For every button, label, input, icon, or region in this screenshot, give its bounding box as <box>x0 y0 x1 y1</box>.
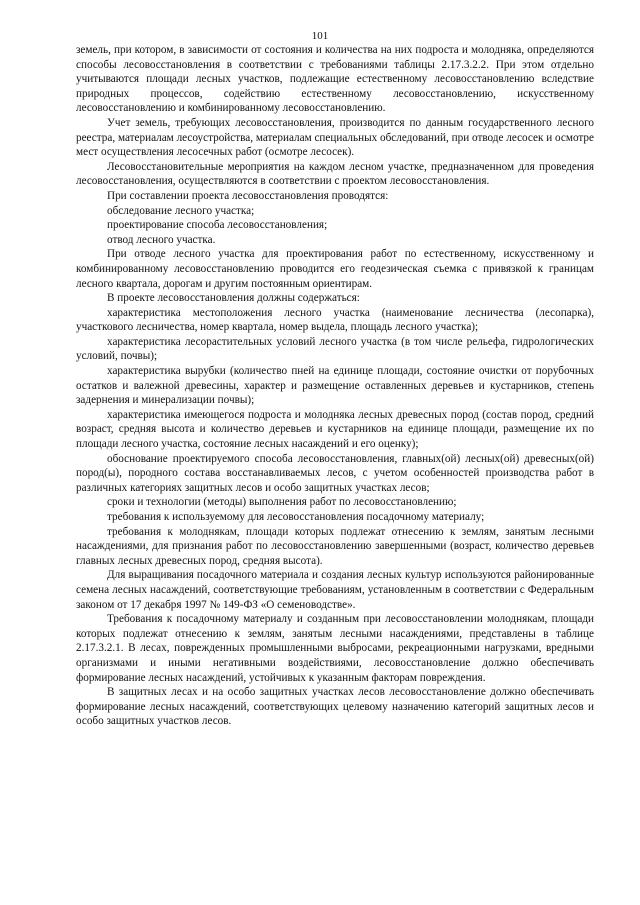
page-number: 101 <box>311 30 329 42</box>
list-item: требования к используемому для лесовосстановления посадочному материалу; <box>107 511 485 523</box>
list-item: характеристика вырубки (количество пней на единице площади, состояние очистки от порубочных остатков и валежной древесины, характер и размещение оставленных деревьев и кустарников, степень задернения и минерализации почвы); <box>76 365 594 407</box>
paragraph: В защитных лесах и на особо защитных участках лесов лесовосстановление должно обеспечивать формирование лесных насаждений, соответствующих целевому назначению категорий защитных лесов и особо защитных участков лесов. <box>76 686 594 728</box>
list-item: характеристика местоположения лесного участка (наименование лесничества (лесопарка), участкового лесничества, номер квартала, номер выдела, площадь лесного участка); <box>76 306 594 334</box>
list-item: сроки и технологии (методы) выполнения работ по лесовосстановлению; <box>107 496 457 509</box>
list-item: требования к молоднякам, площади которых подлежат отнесению к землям, занятым лесными насаждениями, для признания работ по лесовосстановлению завершенными (возраст, количество деревьев главных лесных древесных пород, средняя высота). <box>76 525 594 567</box>
list-item: отвод лесного участка. <box>107 233 216 246</box>
paragraph: Для выращивания посадочного материала и создания лесных культур используются районированные семена лесных насаждений, соответствующие требованиям, установленным в соответствии с Федеральным законом от 17 декабря 1997 № 149-ФЗ «О семеноводстве». <box>76 569 594 611</box>
list-item: обоснование проектируемого способа лесовосстановления, главных(ой) лесных(ой) древесных(ой) пород(ы), породного состава восстанавливаемых лесов, с учетом особенностей производства работ в различных категориях защитных лесов и особо защитных участках лесов; <box>76 452 594 494</box>
list-item: характеристика лесорастительных условий лесного участка (в том числе рельефа, гидрологических условий, почвы); <box>76 335 594 363</box>
paragraph-continuation: земель, при котором, в зависимости от состояния и количества на них подроста и молодняка, определяются способы лесовосстановления в соответствии с требованиями таблицы 2.17.3.2.2. При этом отдельно учитываются площади лесных участков, подлежащие естественному лесовосстановлению вследствие природных процессов, содействию естественному лесовосстановлению, искусственному лесовосстановлению и комбинированному лесовосстановлению. <box>76 44 594 115</box>
list-item: характеристика имеющегося подроста и молодняка лесных древесных пород (состав пород, средний возраст, средняя высота и количество деревьев и кустарников на единице площади, размещение их по площади лесного участка, состояние лесных насаждений и его оценку); <box>76 408 594 451</box>
document-body <box>76 43 594 729</box>
list-item: обследование лесного участка; <box>107 204 255 217</box>
list-item: проектирование способа лесовосстановления; <box>107 219 328 232</box>
paragraph: Лесовосстановительные мероприятия на каждом лесном участке, предназначенном для проведения лесовосстановления, осуществляются в соответствии с проектом лесовосстановления. <box>76 160 594 188</box>
paragraph: Требования к посадочному материалу и созданным при лесовосстановлении молоднякам, площади которых подлежат отнесению к землям, занятым лесными насаждениями, представлены в таблице 2.17.3.2.1. В лесах, поврежденных промышленными выбросами, рекреационными нагрузками, вредными организмами и иными негативными воздействиями, лесовосстановление должно обеспечивать формирование лесных насаждений, устойчивых к указанным факторам повреждения. <box>76 613 594 684</box>
paragraph: При отводе лесного участка для проектирования работ по естественному, искусственному и комбинированному лесовосстановлению проводится его геодезическая съемка с привязкой к границам лесного квартала, дорогам и другим постоянным ориентирам. <box>76 248 594 290</box>
paragraph: В проекте лесовосстановления должны содержаться: <box>107 292 360 305</box>
paragraph: При составлении проекта лесовосстановления проводятся: <box>107 189 389 202</box>
paragraph: Учет земель, требующих лесовосстановления, производится по данным государственного лесного реестра, материалам лесоустройства, материалам специальных обследований, при отводе лесосек и осмотре мест осуществления лесосечных работ (осмотре лесосек). <box>76 116 594 159</box>
